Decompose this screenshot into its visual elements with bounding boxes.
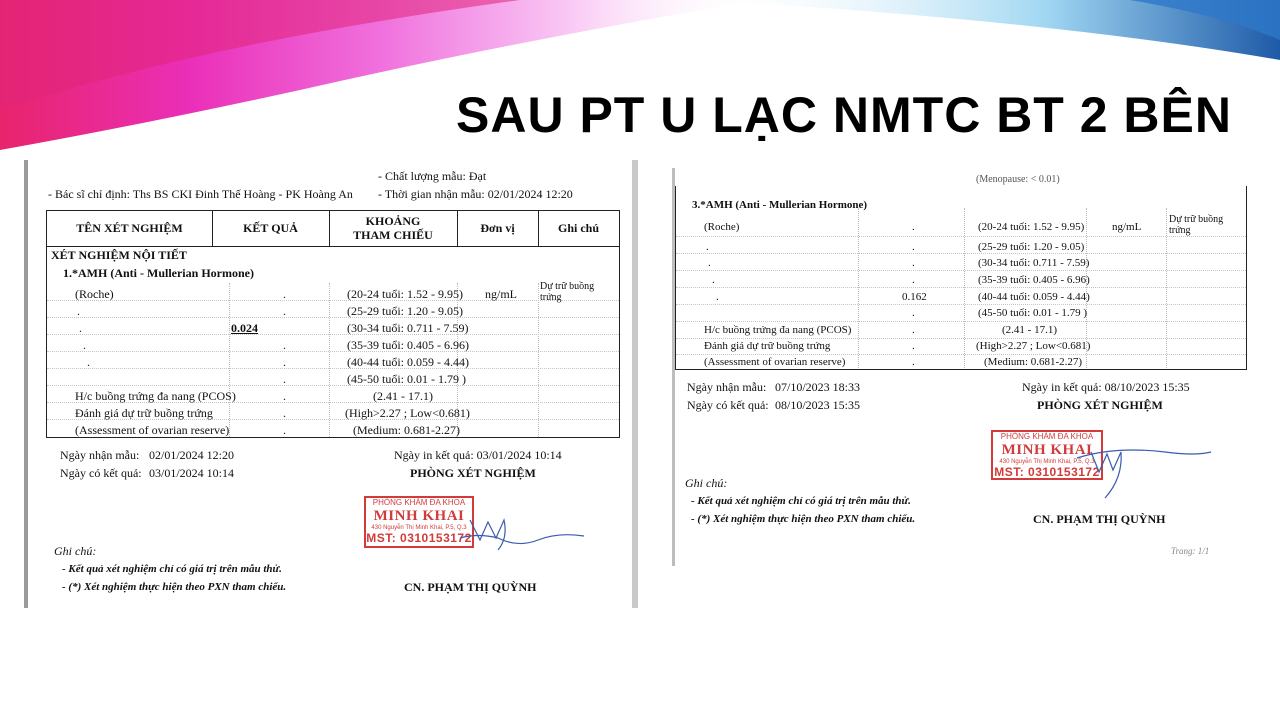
row-result: . (912, 307, 915, 319)
clinic-stamp: PHÒNG KHÁM ĐA KHOA MINH KHAI 430 Nguyễn Thị Minh Khai, P.5, Q.3 MST: 0310153172 (364, 496, 474, 548)
sample-received-time: - Thời gian nhận mẫu: 02/01/2024 12:20 (378, 187, 573, 201)
row-range: (30-34 tuổi: 0.711 - 7.59) (978, 257, 1090, 269)
note-value: Dự trữ buồng trứng (540, 281, 595, 303)
col-header-unit: Đơn vị (480, 221, 515, 235)
row-range: (30-34 tuổi: 0.711 - 7.59) (347, 321, 469, 335)
row-result: . (283, 372, 286, 386)
row-name: (Roche) (704, 221, 740, 233)
cut-off-row: (Menopause: < 0.01) (976, 174, 1060, 185)
section-title: XÉT NGHIỆM NỘI TIẾT (51, 248, 187, 262)
lab-department: PHÒNG XÉT NGHIỆM (1037, 398, 1163, 412)
row-result: . (283, 287, 286, 301)
received-date-label: Ngày nhận mẫu: (60, 448, 140, 462)
referring-doctor: - Bác sĩ chỉ định: Ths BS CKI Đinh Thế Hoàng - PK Hoàng An (48, 187, 353, 201)
results-table (46, 210, 620, 438)
row-result: . (283, 338, 286, 352)
row-result: . (912, 340, 915, 352)
row-result: . (912, 324, 915, 336)
row-range: (25-29 tuổi: 1.20 - 9.05) (347, 304, 463, 318)
signature-icon (458, 508, 588, 558)
sample-quality: - Chất lượng mẫu: Đạt (378, 169, 487, 183)
row-result: . (283, 406, 286, 420)
row-name: H/c buồng trứng đa nang (PCOS) (704, 324, 852, 336)
received-date-label: Ngày nhận mẫu: (687, 380, 767, 394)
note-line-2: - (*) Xét nghiệm thực hiện theo PXN tham chiếu. (62, 581, 287, 593)
row-result: . (283, 389, 286, 403)
row-name: (Assessment of ovarian reserve) (704, 356, 846, 368)
row-result: . (912, 221, 915, 233)
notes-label: Ghi chú: (54, 544, 97, 558)
clinic-stamp: PHÒNG KHÁM ĐA KHOA MINH KHAI 430 Nguyễn Thị Minh Khai, P.5, Q.3 MST: 0310153172 (991, 430, 1103, 480)
received-date: 02/01/2024 12:20 (149, 448, 235, 462)
row-range: (2.41 - 17.1) (1002, 324, 1057, 336)
row-range: (High>2.27 ; Low<0.681) (345, 406, 470, 420)
row-range: (35-39 tuổi: 0.405 - 6.96) (978, 274, 1090, 286)
slide-title: SAU PT U LẠC NMTC BT 2 BÊN (456, 87, 1232, 143)
row-result-highlight: 0.162 (902, 291, 927, 303)
row-range: (40-44 tuổi: 0.059 - 4.44) (978, 291, 1090, 303)
row-name: . (716, 291, 719, 303)
row-result: . (283, 304, 286, 318)
row-result: . (912, 356, 915, 368)
results-table (675, 174, 1247, 370)
row-name: Đánh giá dự trữ buồng trứng (704, 340, 831, 352)
technician-name: CN. PHẠM THỊ QUỲNH (404, 580, 537, 594)
row-range: (45-50 tuổi: 0.01 - 1.79 ) (978, 307, 1088, 319)
row-name: H/c buồng trứng đa nang (PCOS) (75, 389, 236, 403)
print-date: Ngày in kết quả: 03/01/2024 10:14 (394, 448, 562, 462)
right-lab-report (672, 168, 1248, 566)
row-range: (35-39 tuổi: 0.405 - 6.96) (347, 338, 469, 352)
unit-value: ng/mL (485, 287, 517, 301)
row-name: . (87, 355, 90, 369)
row-range: (40-44 tuổi: 0.059 - 4.44) (347, 355, 469, 369)
row-name: . (708, 257, 711, 269)
lab-department: PHÒNG XÉT NGHIỆM (410, 466, 536, 480)
unit-value: ng/mL (1112, 221, 1142, 233)
row-name: (Assessment of ovarian reserve) (75, 423, 230, 437)
left-lab-report (24, 160, 638, 608)
result-date-label: Ngày có kết quả: (687, 398, 769, 412)
row-range: (25-29 tuổi: 1.20 - 9.05) (978, 241, 1085, 253)
row-result: . (283, 423, 286, 437)
row-result: . (912, 241, 915, 253)
row-name: . (706, 241, 709, 253)
row-range: (2.41 - 17.1) (373, 389, 433, 403)
row-name: . (79, 321, 82, 335)
row-result: . (912, 257, 915, 269)
row-result-highlight: 0.024 (231, 321, 258, 335)
row-range: (Medium: 0.681-2.27) (984, 356, 1083, 368)
col-header-note: Ghi chú (557, 221, 599, 235)
result-date: 08/10/2023 15:35 (775, 398, 861, 412)
col-header-result: KẾT QUẢ (243, 221, 298, 235)
note-line-1: - Kết quả xét nghiệm chỉ có giá trị trên mẫu thử. (691, 495, 911, 507)
result-date-label: Ngày có kết quả: (60, 466, 142, 480)
received-date: 07/10/2023 18:33 (775, 380, 861, 394)
row-name: . (712, 274, 715, 286)
row-name: (Roche) (75, 287, 114, 301)
note-line-1: - Kết quả xét nghiệm chỉ có giá trị trên mẫu thử. (62, 563, 282, 575)
notes-label: Ghi chú: (685, 476, 728, 490)
col-header-test-name: TÊN XÉT NGHIỆM (76, 221, 183, 235)
technician-name: CN. PHẠM THỊ QUỲNH (1033, 512, 1166, 526)
row-range: (20-24 tuổi: 1.52 - 9.95) (978, 221, 1085, 233)
row-result: . (283, 355, 286, 369)
row-range: (High>2.27 ; Low<0.681) (976, 340, 1091, 352)
result-date: 03/01/2024 10:14 (149, 466, 235, 480)
col-header-reference-range: KHOẢNG THAM CHIẾU (353, 214, 433, 242)
page-number: Trang: 1/1 (1171, 546, 1210, 556)
row-name: . (83, 338, 86, 352)
row-range: (20-24 tuổi: 1.52 - 9.95) (347, 287, 463, 301)
row-name: Đánh giá dự trữ buồng trứng (75, 406, 213, 420)
signature-icon (1075, 442, 1215, 502)
note-value: Dự trữ buồng trứng (1169, 214, 1224, 236)
row-range: (Medium: 0.681-2.27) (353, 423, 460, 437)
test-name: 3.*AMH (Anti - Mullerian Hormone) (692, 199, 868, 211)
note-line-2: - (*) Xét nghiệm thực hiện theo PXN tham chiếu. (691, 513, 916, 525)
row-range: (45-50 tuổi: 0.01 - 1.79 ) (347, 372, 466, 386)
row-result: . (912, 274, 915, 286)
test-name: 1.*AMH (Anti - Mullerian Hormone) (63, 266, 254, 280)
print-date: Ngày in kết quả: 08/10/2023 15:35 (1022, 380, 1190, 394)
row-name: . (77, 304, 80, 318)
